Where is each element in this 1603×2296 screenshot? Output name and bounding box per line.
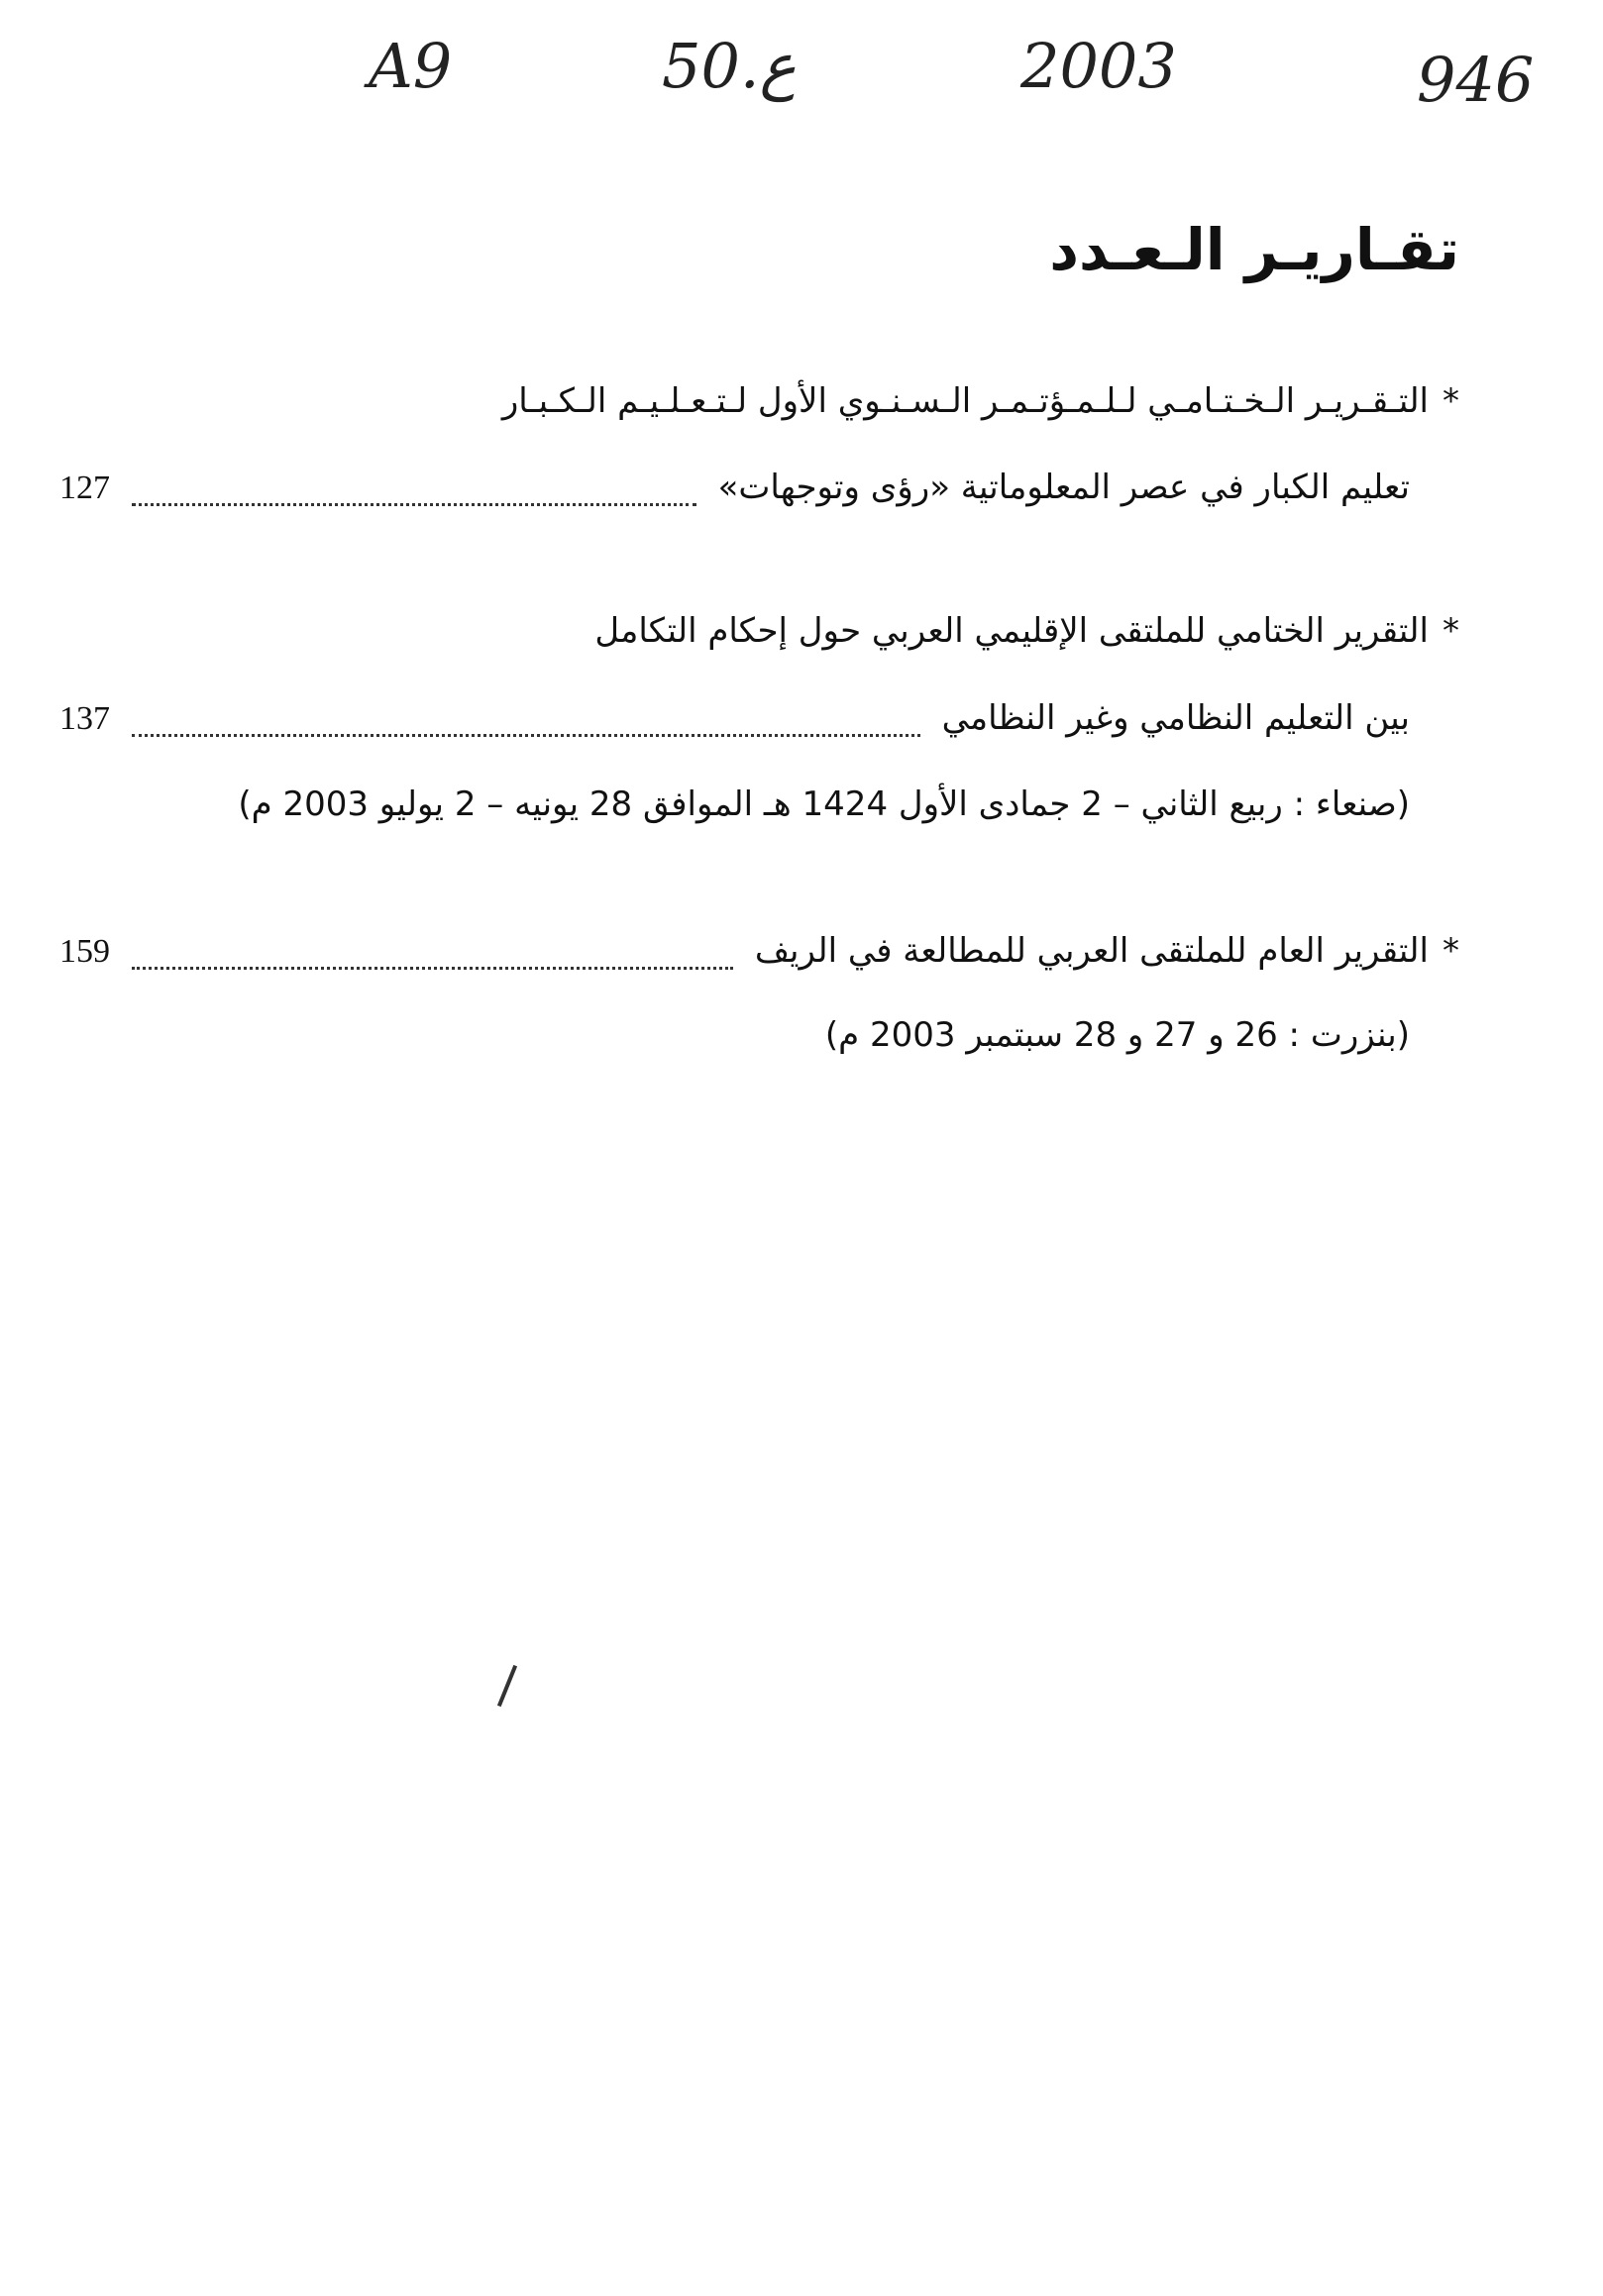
- toc-entry-heading: [59, 381, 1459, 437]
- page-number: 137: [59, 700, 110, 737]
- entry-subtitle: تعليم الكبار في عصر المعلوماتية «رؤى وتوجهات»: [717, 468, 1410, 507]
- toc-entry-heading: [59, 931, 1459, 987]
- entry-note: (بنزرت : 26 و 27 و 28 سبتمبر 2003 م): [824, 1015, 1410, 1055]
- entry-title: التـقـريـر الـخـتـامـي لـلـمـؤتـمـر الـسـنـوي الأول لـتـعـلـيـم الـكـبـار: [501, 381, 1429, 421]
- toc-entry-heading: [59, 611, 1459, 667]
- leader-dots: [132, 963, 733, 970]
- stray-mark: [497, 1665, 517, 1707]
- entry-title: التقرير الختامي للملتقى الإقليمي العربي حول إحكام التكامل: [594, 611, 1429, 651]
- handwritten-annotation: A9: [369, 30, 453, 102]
- toc-entry-line: [59, 468, 1410, 523]
- bullet-star: *: [1443, 381, 1459, 421]
- leader-dots: [132, 730, 920, 737]
- bullet-star: *: [1443, 931, 1459, 971]
- bullet-star: *: [1443, 611, 1459, 651]
- handwritten-annotation: 946: [1417, 44, 1535, 116]
- page-title: تقـاريـر الـعـدد: [1049, 216, 1459, 283]
- handwritten-annotation: 50.ع: [662, 30, 797, 102]
- entry-note: (صنعاء : ربيع الثاني – 2 جمادى الأول 1424 هـ الموافق 28 يونيه – 2 يوليو 2003 م): [238, 784, 1410, 824]
- handwritten-annotation: 2003: [1020, 30, 1177, 102]
- page-number: 127: [59, 470, 110, 506]
- entry-subtitle: بين التعليم النظامي وغير النظامي: [941, 698, 1410, 738]
- toc-entry-line: [59, 698, 1410, 754]
- entry-title: التقرير العام للملتقى العربي للمطالعة في الريف: [754, 931, 1429, 971]
- leader-dots: [132, 499, 696, 506]
- page-number: 159: [59, 933, 110, 970]
- toc-entry-note: [59, 1015, 1410, 1071]
- toc-entry-note: [59, 784, 1410, 840]
